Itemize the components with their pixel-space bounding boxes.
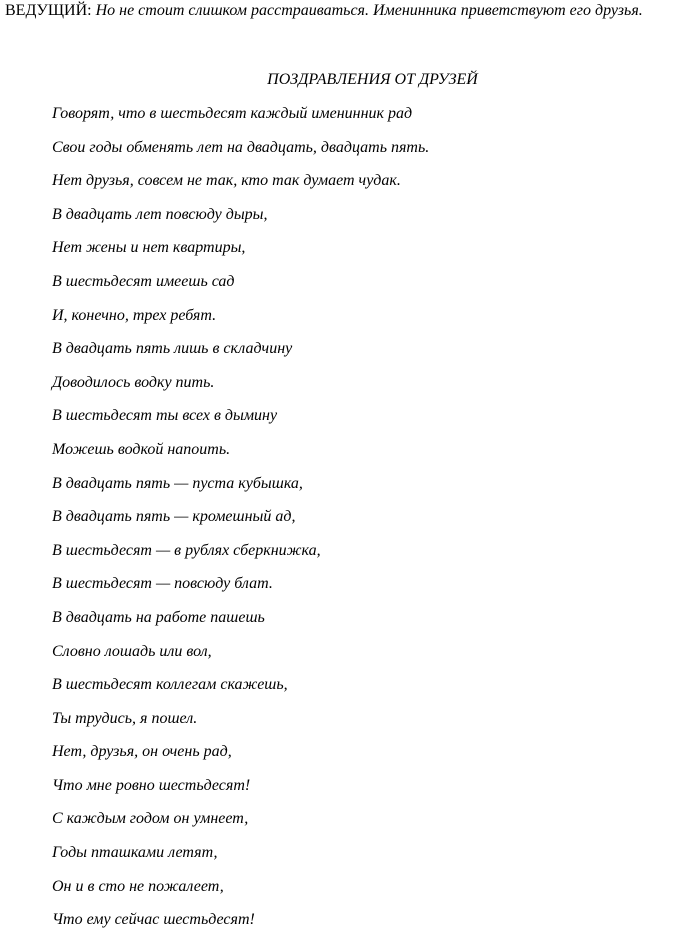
poem-line: И, конечно, трех ребят. — [52, 306, 217, 324]
poem-line: Нет друзья, совсем не так, кто так думает чудак. — [52, 172, 401, 190]
section-title: ПОЗДРАВЛЕНИЯ ОТ ДРУЗЕЙ — [267, 71, 478, 88]
poem-line: В шестьдесят ты всех в дымину — [52, 407, 278, 425]
poem-line: В двадцать пять лишь в складчину — [52, 340, 293, 358]
poem-line: Нет, друзья, он очень рад, — [52, 743, 232, 761]
poem-line: Что ему сейчас шестьдесят! — [52, 911, 255, 929]
poem-line: Годы пташками летят, — [52, 844, 218, 862]
intro-paragraph — [5, 1, 695, 21]
poem-line: Можешь водкой напоить. — [52, 440, 231, 458]
poem-line: Говорят, что в шестьдесят каждый именинник рад — [52, 105, 413, 122]
intro-text: Но не стоит слишком расстраиваться. Именинника приветствуют его друзья. — [95, 2, 643, 19]
poem-line: Ты трудись, я пошел. — [52, 709, 198, 727]
poem-line: В двадцать пять — кромешный ад, — [52, 508, 296, 526]
poem-line: В двадцать пять — пуста кубышка, — [52, 474, 303, 492]
poem-line: Нет жены и нет квартиры, — [52, 239, 246, 257]
poem-line: С каждым годом он умнеет, — [52, 810, 249, 828]
poem-line: В шестьдесят коллегам скажешь, — [52, 676, 288, 694]
poem-line: Свои годы обменять лет на двадцать, двадцать пять. — [52, 138, 430, 156]
speaker-label: ВЕДУЩИЙ: — [5, 2, 92, 19]
poem — [52, 102, 429, 942]
poem-line: В двадцать на работе пашешь — [52, 608, 265, 626]
poem-line: Доводилось водку пить. — [52, 373, 215, 391]
poem-line: Словно лошадь или вол, — [52, 642, 212, 660]
poem-line: В шестьдесят — в рублях сберкнижка, — [52, 541, 321, 559]
poem-line: В двадцать лет повсюду дыры, — [52, 205, 268, 223]
poem-line: В шестьдесят — повсюду блат. — [52, 575, 273, 593]
poem-line: Что мне ровно шестьдесят! — [52, 776, 251, 794]
poem-line: В шестьдесят имеешь сад — [52, 272, 235, 290]
poem-line: Он и в сто не пожалеет, — [52, 877, 224, 895]
